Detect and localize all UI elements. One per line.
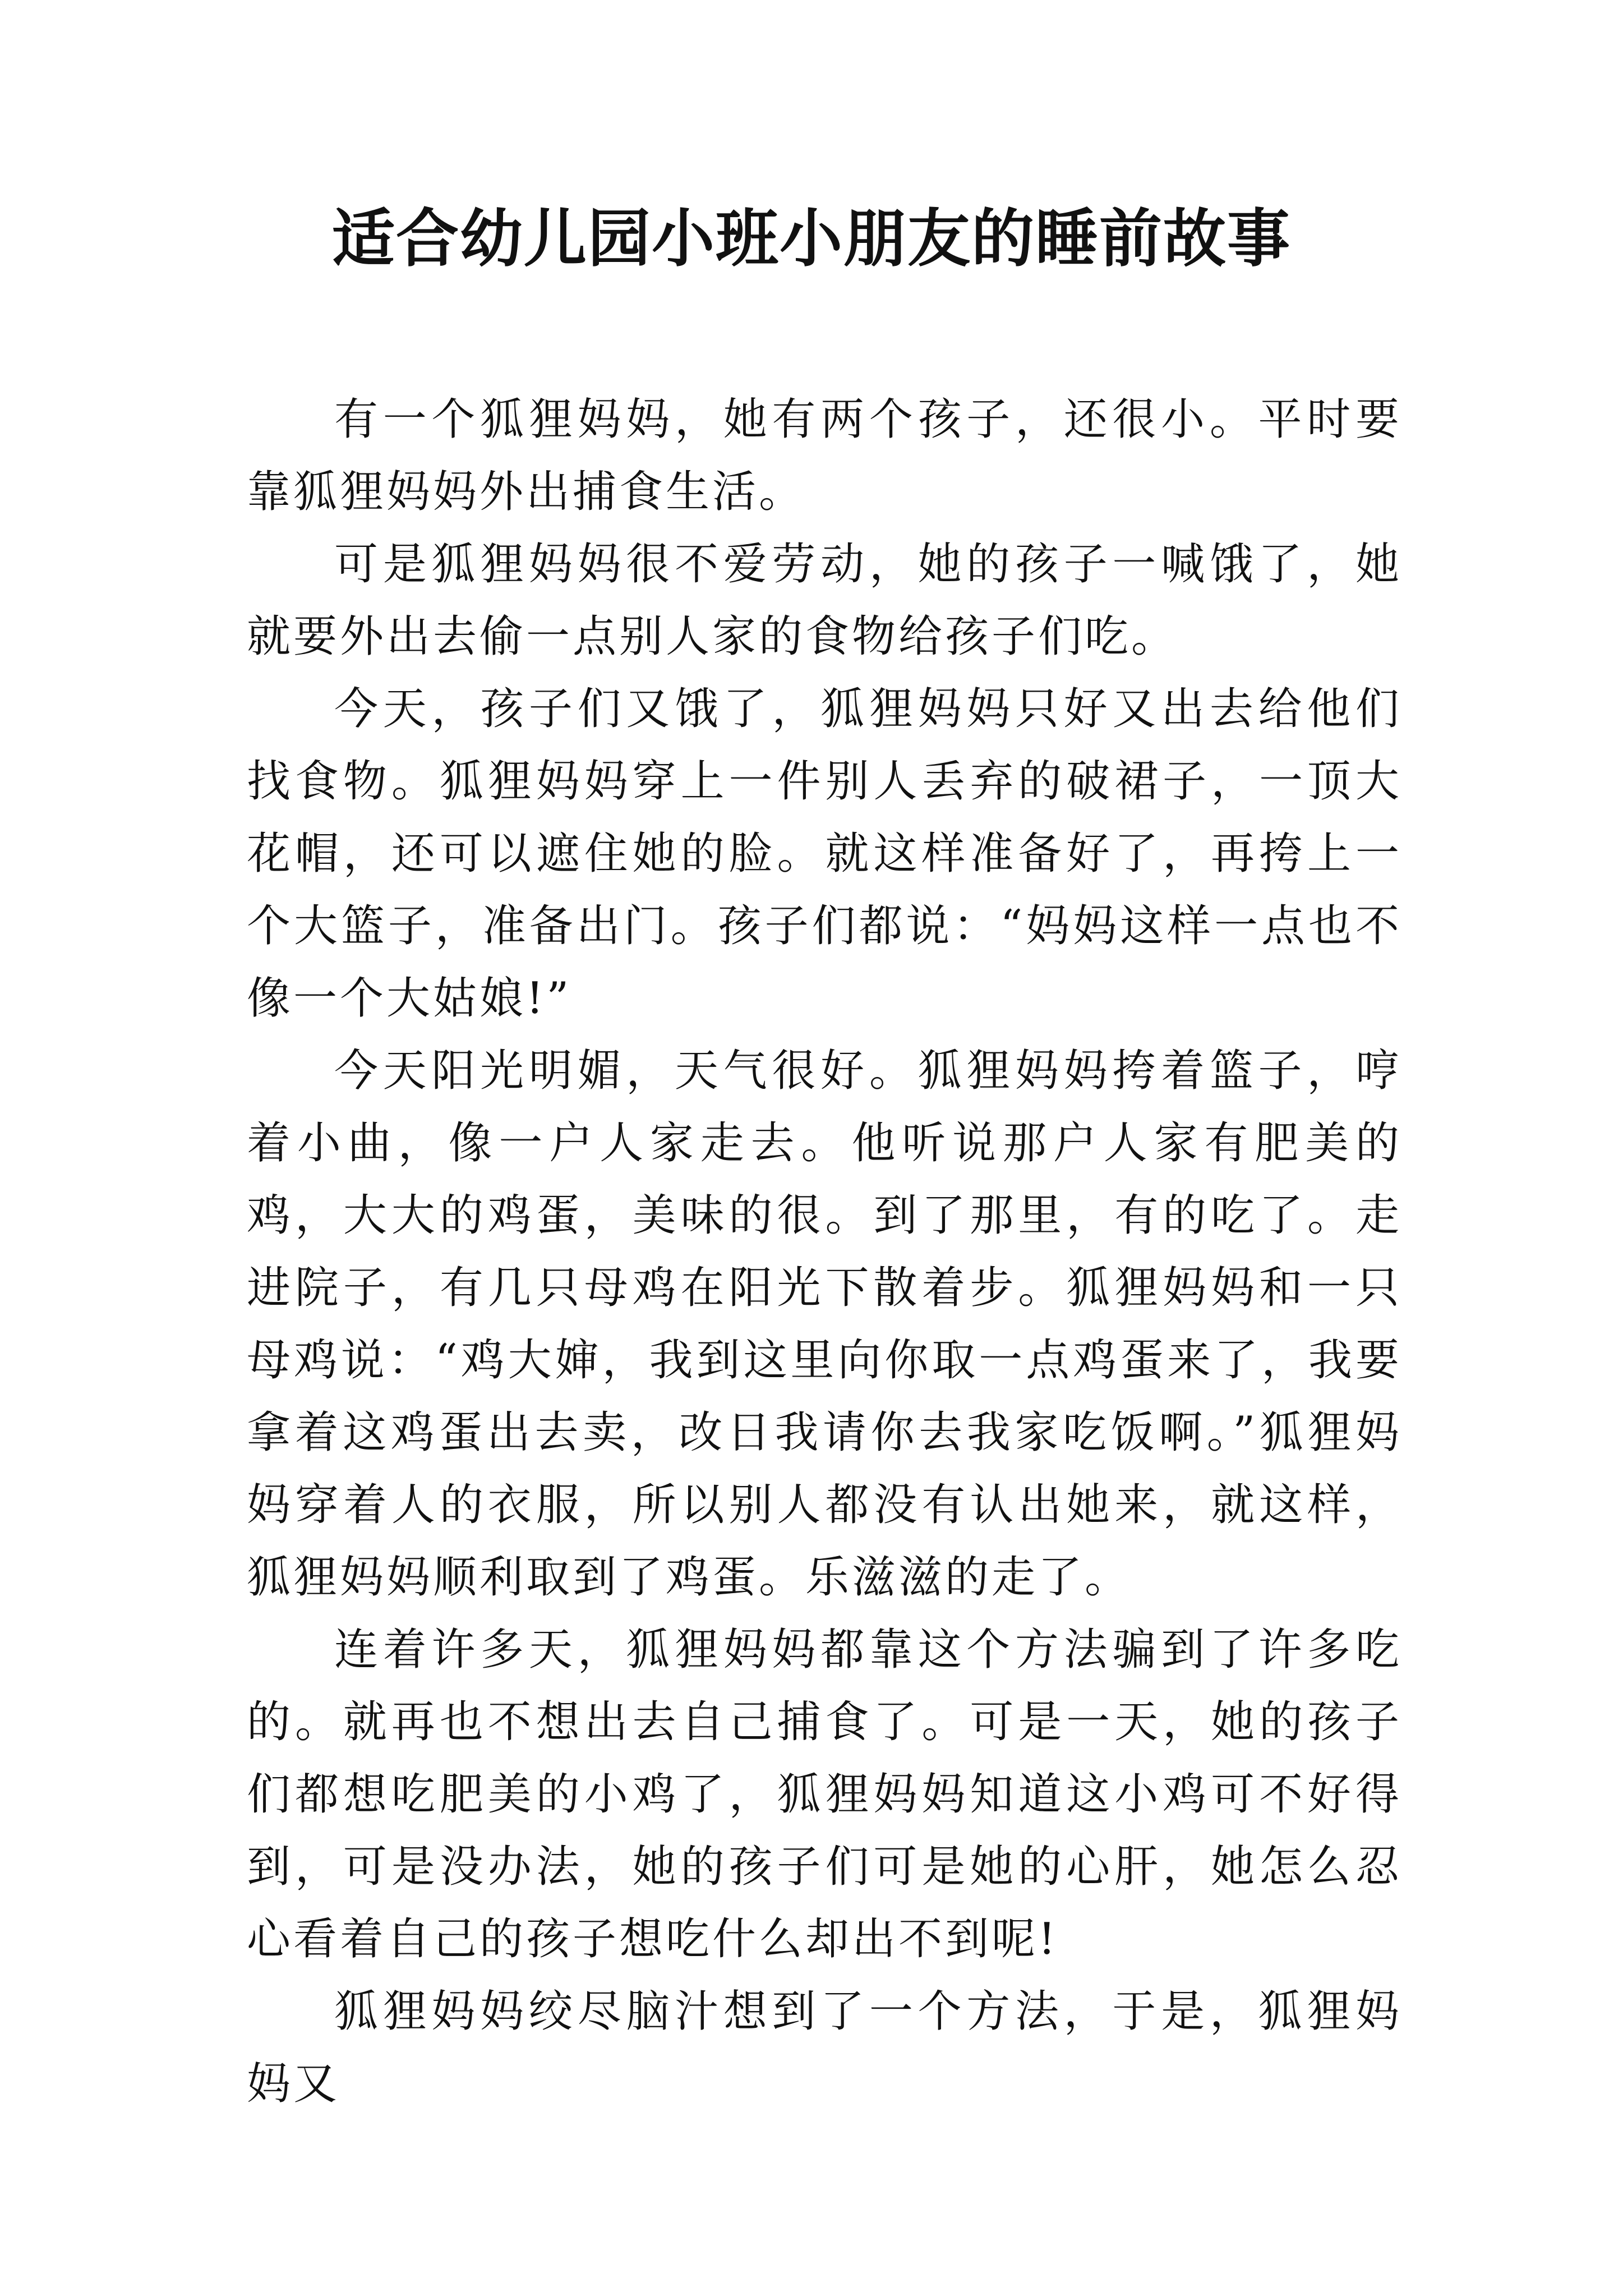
- paragraph: 连着许多天，狐狸妈妈都靠这个方法骗到了许多吃的。就再也不想出去自己捕食了。可是一天，她的孩子们都想吃肥美的小鸡了，狐狸妈妈知道这小鸡可不好得到，可是没办法，她的孩子们可是她的心肝，她怎么忍心看着自己的孩子想吃什么却出不到呢!: [247, 1625, 1402, 1964]
- document-title: 适合幼儿园小班小朋友的睡前故事: [332, 202, 1291, 275]
- paragraph: 今天，孩子们又饿了，狐狸妈妈只好又出去给他们找食物。狐狸妈妈穿上一件别人丢弃的破裙子，一顶大花帽，还可以遮住她的脸。就这样准备好了，再挎上一个大篮子，准备出门。孩子们都说：“妈妈这样一点也不像一个大姑娘!”: [247, 684, 1402, 1024]
- paragraph: 狐狸妈妈绞尽脑汁想到了一个方法，于是，狐狸妈妈又: [247, 1986, 1402, 2109]
- paragraph: 今天阳光明媚，天气很好。狐狸妈妈挎着篮子，哼着小曲，像一户人家走去。他听说那户人家有肥美的鸡，大大的鸡蛋，美味的很。到了那里，有的吃了。走进院子，有几只母鸡在阳光下散着步。狐狸妈妈和一只母鸡说：“鸡大婶，我到这里向你取一点鸡蛋来了，我要拿着这鸡蛋出去卖，改日我请你去我家吃饭啊。”狐狸妈妈穿着人的衣服，所以别人都没有认出她来，就这样，狐狸妈妈顺利取到了鸡蛋。乐滋滋的走了。: [247, 1046, 1402, 1603]
- paragraph: 有一个狐狸妈妈，她有两个孩子，还很小。平时要靠狐狸妈妈外出捕食生活。: [247, 394, 1402, 517]
- paragraph: 可是狐狸妈妈很不爱劳动，她的孩子一喊饿了，她就要外出去偷一点别人家的食物给孩子们吃。: [247, 539, 1402, 662]
- document-body: [247, 384, 1402, 2120]
